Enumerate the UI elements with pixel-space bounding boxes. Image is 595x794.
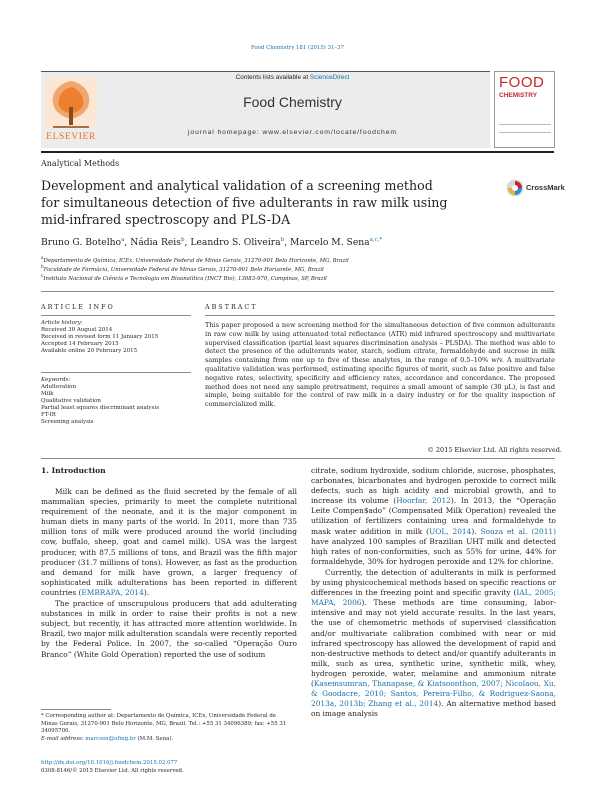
- article-info-heading: ARTICLE INFO: [41, 303, 115, 311]
- journal-cover-thumbnail: [494, 71, 555, 148]
- history-item: Available online 20 February 2015: [41, 348, 138, 354]
- crossmark-label: CrossMark: [526, 183, 565, 192]
- keyword: FT-IR: [41, 412, 56, 418]
- contents-prefix: Contents lists available at: [235, 74, 310, 81]
- body-paragraph: [311, 568, 556, 719]
- author-list: [41, 237, 382, 248]
- author-separator: ,: [184, 237, 191, 249]
- homepage-prefix: journal homepage:: [188, 129, 263, 136]
- divider: [41, 315, 191, 316]
- doi-block: [41, 760, 184, 775]
- body-paragraph: [311, 466, 556, 567]
- elsevier-tree-logo: [41, 73, 101, 145]
- journal-reference[interactable]: Food Chemistry 181 (2015) 31–37: [250, 45, 345, 51]
- section-heading: 1. Introduction: [41, 466, 106, 475]
- section-type: Analytical Methods: [41, 159, 120, 168]
- affiliation-text: Instituto Nacional de Ciência e Tecnologia em Bioanalítica (INCT Bio), 13083-970, Campinas, SP, Brazil: [43, 275, 327, 282]
- author-separator: ,: [124, 237, 131, 249]
- email-line: [41, 736, 289, 744]
- crossmark-icon: [506, 179, 524, 197]
- paragraph-text: Milk can be defined as the fluid secreted by the female of all mammalian species, primarily to meet the complete nutritional requirement of the neonate, and it is the major component in human diets in many parts of the world. In 2011, more than 735 million tons of milk were produced around the world (including cow, buffalo, sheep, goat and camel milk). USA was the largest producer, with 87.5 millions of tons, and Brazil was the fifth major producer (31.7 millions of tons). However, as fast as the production and demand for milk have grown, a larger frequency of sophisticated milk adulterations has been reported in different countries (: [41, 487, 297, 597]
- keyword: Screening analysis: [41, 419, 94, 425]
- author-name: Leandro S. Oliveira: [190, 237, 281, 249]
- author-affil-mark[interactable]: b: [180, 237, 185, 243]
- issn-line: 0308-8146/© 2015 Elsevier Ltd. All rights reserved.: [41, 767, 184, 774]
- abstract-heading: ABSTRACT: [205, 303, 258, 311]
- citation-link[interactable]: EMBRAPA, 2014: [81, 587, 144, 597]
- history-item: Accepted 14 February 2015: [41, 341, 119, 347]
- corresponding-text: * Corresponding author at: Departamento de Química, ICEx, Universidade Federal de Minas Gerais, 31270-901 Belo Horizonte, MG, Brazil. Tel.: +55 31 34096389; fax: +55 31 34095700.: [41, 713, 287, 735]
- paragraph-text: ). These methods are time consuming, labor-intensive and may not yield accurate results. In the last years, the use of chemometric methods of supervised classification and/or multivariate calibration combined with near or mid infrared spectroscopy has allowed the development of rapid and non-destructive methods to detect and/or quantify adulterants in milk, such as urea, synthetic urine, synthetic milk, whey, hydrogen peroxide, water, melamine and ammonium nitrate (: [311, 598, 556, 688]
- body-left-column: [41, 487, 297, 661]
- keyword: Milk: [41, 391, 54, 397]
- citation-link[interactable]: Souza et al. (2011): [480, 526, 556, 536]
- author-name: Marcelo M. Sena: [290, 237, 370, 249]
- cover-divider: [499, 132, 551, 133]
- affiliation: [41, 264, 324, 273]
- sciencedirect-link[interactable]: ScienceDirect: [309, 74, 350, 81]
- cover-title-line1: FOOD: [499, 74, 545, 91]
- crossmark-badge[interactable]: [506, 179, 564, 197]
- affiliation-text: Faculdade de Farmácia, Universidade Federal de Minas Gerais, 31270-901 Belo Horizonte, MG, Brazil: [43, 266, 324, 273]
- corresponding-author-note: [41, 713, 289, 743]
- citation-link[interactable]: IAL, 2005; MAPA, 2006: [311, 588, 556, 608]
- paragraph-text: have analyzed 100 samples of Brazilian UHT milk and detected high rates of non-conformities, such as 55% for urine, 44% for formaldehyde, 30% for hydrogen peroxide and 12% for chlorine.: [311, 536, 556, 566]
- citation-link[interactable]: Kasemsumran, Thanapase, & Kiatsoonthon, 2007; Nicolaou, Xu, & Goodacre, 2010; Santos, Pereira-Filho, & Rodriguez-Saona, 2013a, 2013b; Zhang et al., 2014: [311, 678, 556, 709]
- contents-line: [105, 74, 480, 81]
- history-item: Received in revised form 11 January 2015: [41, 334, 159, 340]
- author-separator: ,: [284, 237, 291, 249]
- body-paragraph: [41, 487, 297, 598]
- affiliation-text: Departamento de Química, ICEx, Universidade Federal de Minas Gerais, 31270-901 Belo Horizonte, MG, Brazil: [43, 257, 349, 264]
- paragraph-text: ). An alternative method based on image analysis: [311, 699, 556, 719]
- publisher-logo-text: ELSEVIER: [46, 132, 96, 142]
- body-paragraph: The practice of unscrupulous producers that add adulterating substances in milk in order to raise their profits is not a new subject, but recently, it has attracted more attention worldwide. In Brazil, two major milk adulteration scandals were recently reported by the Federal Police. In 2007, the so-called “Operação Ouro Branco” (White Gold Operation) reported the use of sodium: [41, 599, 297, 659]
- article-title: [41, 177, 461, 228]
- divider: [41, 458, 555, 459]
- author-affil-mark[interactable]: a: [121, 237, 125, 243]
- body-right-column: [311, 466, 556, 720]
- history-item: Received 30 August 2014: [41, 327, 113, 333]
- cover-divider: [499, 124, 551, 125]
- author-name: Nádia Reis: [130, 237, 181, 249]
- keywords: [41, 377, 201, 426]
- keyword: Qualitative validation: [41, 398, 101, 404]
- cover-title-line2: CHEMISTRY: [499, 92, 538, 99]
- keyword: Partial least squares discriminant analysis: [41, 405, 160, 411]
- affiliation-mark: b: [41, 264, 44, 269]
- email-label: E-mail address:: [41, 735, 86, 742]
- affiliation-mark: c: [41, 273, 44, 278]
- keyword: Adulteration: [41, 384, 76, 390]
- email-suffix: (M.M. Sena).: [135, 735, 174, 742]
- affiliation-mark: a: [41, 255, 44, 260]
- affiliation: [41, 273, 327, 282]
- paragraph-text: ). In 2013, the “Operação Leite Compen$ado” (Compensated Milk Operation) revealed the utilization of fertilizers containing urea and formaldehyde to mask water addition in milk (: [311, 496, 557, 536]
- header-rule: [41, 151, 554, 153]
- author-affil-mark[interactable]: a,c,*: [369, 237, 383, 243]
- title-line: mid-infrared spectroscopy and PLS-DA: [41, 212, 291, 227]
- title-line: for simultaneous detection of five adulterants in raw milk using: [41, 195, 448, 210]
- affiliation: [41, 255, 349, 264]
- divider: [205, 315, 555, 316]
- citation-link[interactable]: UOL, 2014: [429, 526, 472, 536]
- homepage-url[interactable]: www.elsevier.com/locate/foodchem: [262, 129, 397, 136]
- author-affil-mark[interactable]: b: [280, 237, 285, 243]
- journal-homepage: [105, 129, 480, 136]
- journal-name: Food Chemistry: [243, 94, 342, 110]
- paragraph-text: ).: [143, 587, 150, 597]
- abstract-text: This paper proposed a new screening method for the simultaneous detection of five common adulterants in raw cow milk by using attenuated total reflectance (ATR) mid infrared spectroscopy and multivariate supervised classification (partial least squares discrimination analysis – PLSDA). The method was able to detect the presence of the adulterants water, starch, sodium citrate, formaldehyde and sucrose in milk samples containing from one up to five of these analytes, in the range of 0.5–10% w/v. A multivariate qualitative validation was performed, estimating specific figures of merit, such as false positive and false negative rates, selectivity, specificity and efficiency rates, accordance and concordance. The proposed method does not need any sample pretreatment, requires a small amount of sample (30 μL), is fast and simple, being suitable for the control of raw milk in a dairy industry or for the quality inspection of commercialized milk.: [205, 321, 555, 409]
- keywords-label: Keywords:: [41, 377, 71, 383]
- history-label: Article history:: [41, 320, 83, 326]
- footnote-rule: [41, 709, 111, 710]
- abstract-copyright: © 2015 Elsevier Ltd. All rights reserved.: [427, 446, 562, 454]
- article-history: [41, 320, 196, 355]
- paragraph-text: Currently, the detection of adulterants in milk is performed by using physicochemical methods based on specific reactions or differences in the freezing point and specific gravity (: [311, 567, 556, 598]
- paragraph-text: ).: [471, 526, 481, 536]
- paragraph-text: citrate, sodium hydroxide, sodium chloride, sucrose, phosphates, carbonates, bicarbonates and hydrogen peroxide to correct milk defects, such as high acidity and microbial growth, and to increase its volume (: [311, 466, 556, 506]
- divider: [41, 291, 554, 292]
- title-line: Development and analytical validation of a screening method: [41, 178, 433, 193]
- citation-link[interactable]: Hoorfar, 2012: [396, 496, 451, 506]
- author-name: Bruno G. Botelho: [41, 237, 122, 249]
- doi-link[interactable]: http://dx.doi.org/10.1016/j.foodchem.2015.02.077: [41, 760, 178, 766]
- email-link[interactable]: marcsen@ufmg.br: [85, 735, 136, 742]
- divider: [41, 372, 191, 373]
